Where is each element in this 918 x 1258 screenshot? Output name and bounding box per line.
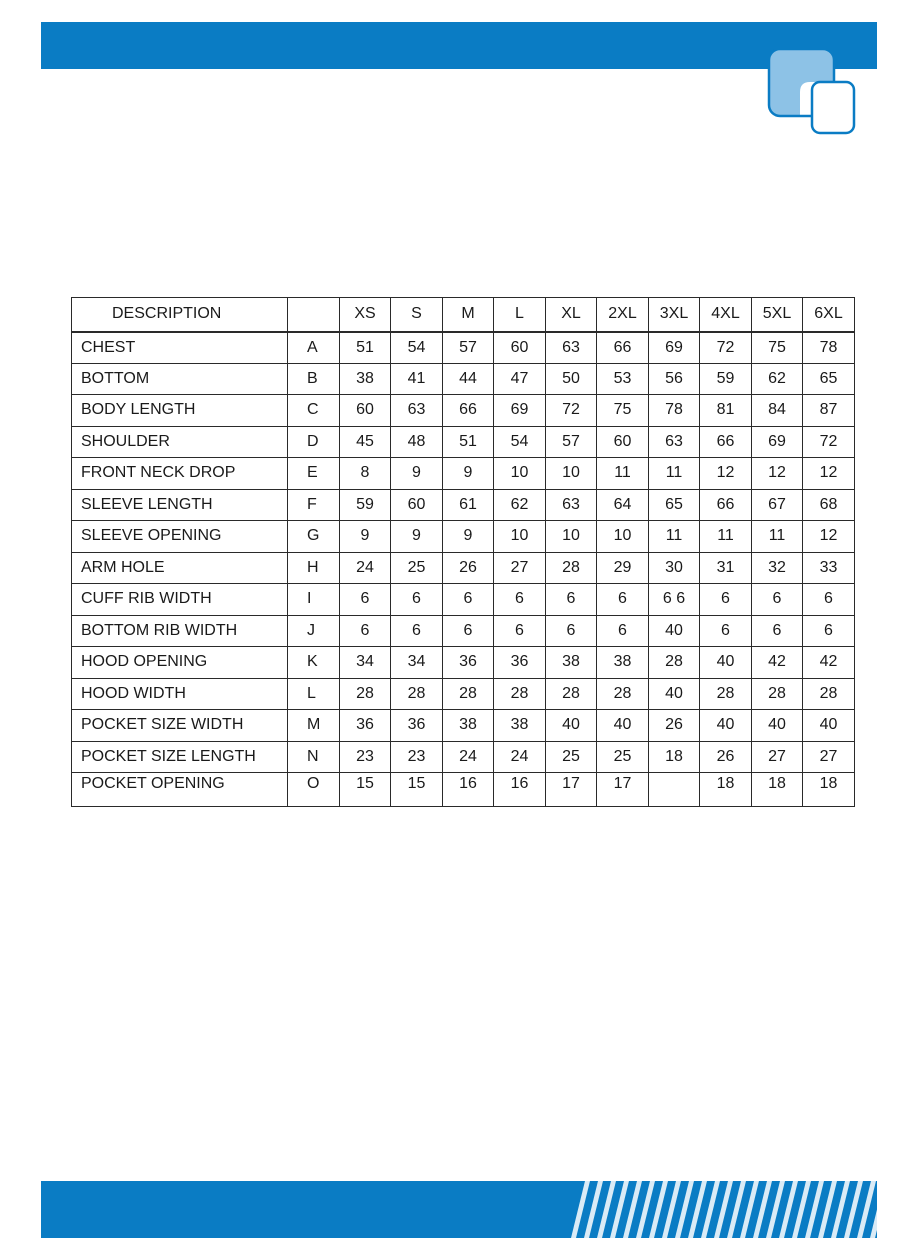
size-value-cell: 75: [752, 332, 803, 364]
size-value-cell: 65: [649, 489, 700, 521]
table-row: [72, 773, 855, 807]
size-value-cell: 40: [700, 647, 752, 679]
row-code: M: [288, 710, 340, 742]
table-row: [72, 710, 855, 742]
size-value-cell: 38: [340, 363, 391, 395]
overlapping-squares-icon: [764, 46, 860, 138]
header-band: [41, 22, 877, 69]
table-row: [72, 426, 855, 458]
row-description: POCKET OPENING: [72, 773, 288, 807]
size-value-cell: 28: [340, 678, 391, 710]
header-size-s: S: [391, 298, 443, 332]
row-description: ARM HOLE: [72, 552, 288, 584]
size-value-cell: 11: [700, 521, 752, 553]
row-code: E: [288, 458, 340, 490]
row-description: HOOD OPENING: [72, 647, 288, 679]
size-value-cell: 10: [494, 458, 546, 490]
size-value-cell: 10: [546, 458, 597, 490]
size-value-cell: 47: [494, 363, 546, 395]
row-description: POCKET SIZE LENGTH: [72, 741, 288, 773]
row-code: L: [288, 678, 340, 710]
size-value-cell: 51: [443, 426, 494, 458]
size-value-cell: 40: [752, 710, 803, 742]
size-value-cell: 18: [752, 773, 803, 807]
header-size-xs: XS: [340, 298, 391, 332]
size-value-cell: 17: [597, 773, 649, 807]
row-description: CHEST: [72, 332, 288, 364]
header-size-m: M: [443, 298, 494, 332]
size-value-cell: 75: [597, 395, 649, 427]
size-value-cell: 6: [494, 615, 546, 647]
size-value-cell: 36: [391, 710, 443, 742]
size-value-cell: 26: [443, 552, 494, 584]
footer-band: [41, 1181, 877, 1238]
size-value-cell: [649, 773, 700, 807]
row-description: SLEEVE LENGTH: [72, 489, 288, 521]
row-code: N: [288, 741, 340, 773]
size-value-cell: 6: [700, 615, 752, 647]
row-code: A: [288, 332, 340, 364]
size-value-cell: 34: [340, 647, 391, 679]
size-value-cell: 72: [803, 426, 855, 458]
table-row: [72, 332, 855, 364]
size-value-cell: 36: [443, 647, 494, 679]
header-size-xl: XL: [546, 298, 597, 332]
size-value-cell: 6: [391, 615, 443, 647]
size-value-cell: 6: [443, 615, 494, 647]
size-value-cell: 28: [546, 552, 597, 584]
size-value-cell: 15: [391, 773, 443, 807]
size-value-cell: 6: [752, 615, 803, 647]
size-value-cell: 48: [391, 426, 443, 458]
size-value-cell: 66: [597, 332, 649, 364]
size-value-cell: 25: [546, 741, 597, 773]
size-value-cell: 6: [700, 584, 752, 616]
size-value-cell: 32: [752, 552, 803, 584]
size-value-cell: 28: [391, 678, 443, 710]
size-value-cell: 10: [494, 521, 546, 553]
size-value-cell: 54: [391, 332, 443, 364]
header-size-4xl: 4XL: [700, 298, 752, 332]
size-value-cell: 11: [649, 521, 700, 553]
row-code: C: [288, 395, 340, 427]
table-row: [72, 489, 855, 521]
size-value-cell: 60: [340, 395, 391, 427]
size-value-cell: 64: [597, 489, 649, 521]
row-description: BODY LENGTH: [72, 395, 288, 427]
header-size-l: L: [494, 298, 546, 332]
size-value-cell: 50: [546, 363, 597, 395]
size-value-cell: 18: [803, 773, 855, 807]
size-value-cell: 63: [546, 489, 597, 521]
size-value-cell: 78: [803, 332, 855, 364]
size-value-cell: 18: [700, 773, 752, 807]
size-value-cell: 27: [494, 552, 546, 584]
size-value-cell: 11: [649, 458, 700, 490]
size-value-cell: 29: [597, 552, 649, 584]
header-size-5xl: 5XL: [752, 298, 803, 332]
table-row: [72, 741, 855, 773]
size-value-cell: 62: [494, 489, 546, 521]
header-size-3xl: 3XL: [649, 298, 700, 332]
row-code: I: [288, 584, 340, 616]
size-value-cell: 12: [700, 458, 752, 490]
size-value-cell: 28: [752, 678, 803, 710]
size-chart-table: [71, 297, 855, 807]
size-value-cell: 6: [443, 584, 494, 616]
size-value-cell: 60: [391, 489, 443, 521]
size-value-cell: 66: [700, 426, 752, 458]
row-code: K: [288, 647, 340, 679]
size-value-cell: 38: [597, 647, 649, 679]
size-value-cell: 69: [752, 426, 803, 458]
header-size-2xl: 2XL: [597, 298, 649, 332]
size-value-cell: 38: [494, 710, 546, 742]
size-value-cell: 28: [649, 647, 700, 679]
header-size-6xl: 6XL: [803, 298, 855, 332]
size-value-cell: 87: [803, 395, 855, 427]
size-value-cell: 25: [597, 741, 649, 773]
size-value-cell: 30: [649, 552, 700, 584]
size-value-cell: 53: [597, 363, 649, 395]
size-value-cell: 38: [443, 710, 494, 742]
size-value-cell: 40: [803, 710, 855, 742]
size-value-cell: 12: [803, 521, 855, 553]
table-row: [72, 647, 855, 679]
size-value-cell: 36: [340, 710, 391, 742]
size-value-cell: 63: [546, 332, 597, 364]
size-value-cell: 16: [494, 773, 546, 807]
size-value-cell: 34: [391, 647, 443, 679]
size-value-cell: 38: [546, 647, 597, 679]
size-value-cell: 6: [340, 615, 391, 647]
row-description: SHOULDER: [72, 426, 288, 458]
size-value-cell: 10: [597, 521, 649, 553]
size-value-cell: 28: [546, 678, 597, 710]
size-value-cell: 31: [700, 552, 752, 584]
size-value-cell: 63: [391, 395, 443, 427]
size-value-cell: 28: [700, 678, 752, 710]
size-value-cell: 6: [494, 584, 546, 616]
size-value-cell: 69: [494, 395, 546, 427]
size-value-cell: 28: [597, 678, 649, 710]
size-value-cell: 18: [649, 741, 700, 773]
row-description: POCKET SIZE WIDTH: [72, 710, 288, 742]
size-value-cell: 40: [597, 710, 649, 742]
size-value-cell: 11: [752, 521, 803, 553]
row-description: SLEEVE OPENING: [72, 521, 288, 553]
size-value-cell: 66: [443, 395, 494, 427]
table-row: [72, 584, 855, 616]
row-code: G: [288, 521, 340, 553]
size-value-cell: 67: [752, 489, 803, 521]
size-value-cell: 45: [340, 426, 391, 458]
row-code: B: [288, 363, 340, 395]
size-value-cell: 28: [494, 678, 546, 710]
table-row: [72, 521, 855, 553]
size-value-cell: 6: [597, 584, 649, 616]
diagonal-stripes-decoration: [41, 1181, 877, 1238]
size-value-cell: 44: [443, 363, 494, 395]
size-value-cell: 65: [803, 363, 855, 395]
size-value-cell: 59: [700, 363, 752, 395]
row-code: J: [288, 615, 340, 647]
size-value-cell: 11: [597, 458, 649, 490]
size-value-cell: 36: [494, 647, 546, 679]
size-value-cell: 25: [391, 552, 443, 584]
size-value-cell: 42: [752, 647, 803, 679]
size-value-cell: 12: [752, 458, 803, 490]
row-code: H: [288, 552, 340, 584]
size-value-cell: 61: [443, 489, 494, 521]
size-value-cell: 6: [340, 584, 391, 616]
table-row: [72, 458, 855, 490]
row-code: D: [288, 426, 340, 458]
row-code: F: [288, 489, 340, 521]
size-value-cell: 6: [752, 584, 803, 616]
size-value-cell: 33: [803, 552, 855, 584]
size-value-cell: 6: [546, 584, 597, 616]
size-value-cell: 28: [443, 678, 494, 710]
size-value-cell: 24: [494, 741, 546, 773]
size-value-cell: 72: [700, 332, 752, 364]
size-value-cell: 68: [803, 489, 855, 521]
size-value-cell: 56: [649, 363, 700, 395]
size-value-cell: 15: [340, 773, 391, 807]
size-value-cell: 10: [546, 521, 597, 553]
size-value-cell: 27: [803, 741, 855, 773]
size-value-cell: 54: [494, 426, 546, 458]
table-row: [72, 395, 855, 427]
size-value-cell: 72: [546, 395, 597, 427]
table-row: [72, 363, 855, 395]
size-value-cell: 40: [546, 710, 597, 742]
size-value-cell: 6 6: [649, 584, 700, 616]
size-value-cell: 26: [649, 710, 700, 742]
size-value-cell: 6: [391, 584, 443, 616]
size-value-cell: 84: [752, 395, 803, 427]
size-value-cell: 9: [443, 458, 494, 490]
size-value-cell: 40: [700, 710, 752, 742]
size-value-cell: 23: [391, 741, 443, 773]
size-value-cell: 78: [649, 395, 700, 427]
size-value-cell: 40: [649, 615, 700, 647]
size-value-cell: 17: [546, 773, 597, 807]
size-value-cell: 69: [649, 332, 700, 364]
size-value-cell: 23: [340, 741, 391, 773]
size-value-cell: 62: [752, 363, 803, 395]
table-header-row: [72, 298, 855, 332]
table-row: [72, 678, 855, 710]
size-value-cell: 9: [391, 458, 443, 490]
size-value-cell: 40: [649, 678, 700, 710]
size-value-cell: 60: [597, 426, 649, 458]
size-value-cell: 57: [546, 426, 597, 458]
row-description: CUFF RIB WIDTH: [72, 584, 288, 616]
size-value-cell: 8: [340, 458, 391, 490]
size-value-cell: 42: [803, 647, 855, 679]
size-value-cell: 6: [803, 615, 855, 647]
row-code: O: [288, 773, 340, 807]
size-value-cell: 28: [803, 678, 855, 710]
size-value-cell: 16: [443, 773, 494, 807]
size-value-cell: 81: [700, 395, 752, 427]
size-value-cell: 24: [340, 552, 391, 584]
size-value-cell: 59: [340, 489, 391, 521]
size-value-cell: 66: [700, 489, 752, 521]
size-value-cell: 27: [752, 741, 803, 773]
row-description: HOOD WIDTH: [72, 678, 288, 710]
size-value-cell: 6: [803, 584, 855, 616]
header-description: DESCRIPTION: [72, 298, 288, 332]
size-value-cell: 41: [391, 363, 443, 395]
row-description: FRONT NECK DROP: [72, 458, 288, 490]
row-description: BOTTOM RIB WIDTH: [72, 615, 288, 647]
table-row: [72, 615, 855, 647]
header-code: [288, 298, 340, 332]
size-value-cell: 51: [340, 332, 391, 364]
size-value-cell: 6: [597, 615, 649, 647]
size-value-cell: 57: [443, 332, 494, 364]
size-value-cell: 6: [546, 615, 597, 647]
size-value-cell: 63: [649, 426, 700, 458]
size-value-cell: 26: [700, 741, 752, 773]
size-value-cell: 12: [803, 458, 855, 490]
size-value-cell: 9: [340, 521, 391, 553]
row-description: BOTTOM: [72, 363, 288, 395]
size-value-cell: 9: [391, 521, 443, 553]
size-value-cell: 9: [443, 521, 494, 553]
size-value-cell: 60: [494, 332, 546, 364]
size-value-cell: 24: [443, 741, 494, 773]
table-row: [72, 552, 855, 584]
